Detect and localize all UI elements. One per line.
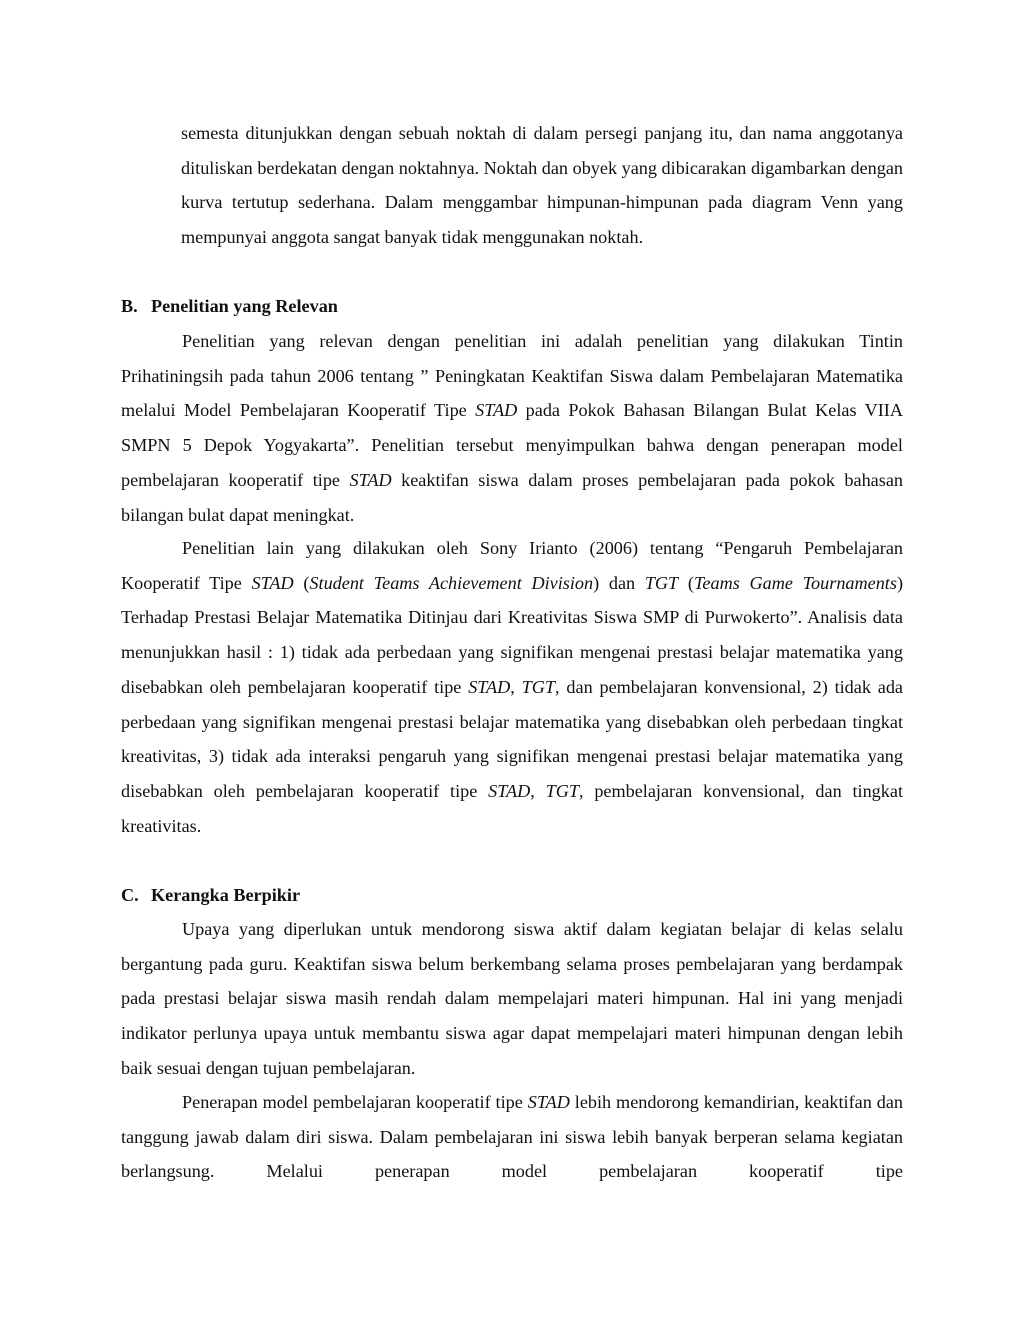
text-run: ( bbox=[678, 572, 694, 593]
italic-term: Student Teams Achievement Division bbox=[309, 572, 594, 593]
italic-term: Teams Game Tournaments bbox=[693, 572, 897, 593]
text-run: Penerapan model pembelajaran kooperatif tipe bbox=[182, 1092, 528, 1112]
text-run: Upaya yang diperlukan untuk mendorong siswa aktif dalam kegiatan belajar di kelas selalu bergantung pada guru. Keaktifan siswa belum berkembang selama proses pembelajaran yang berdampak pada prestasi belajar siswa masih rendah dalam mempelajari materi himpunan. Hal ini yang menjadi indikator perlunya upaya untuk membantu siswa agar dapat mempelajari materi himpunan dengan lebih baik sesuai dengan tujuan pembelajaran. bbox=[121, 919, 903, 1078]
text-run: lebih mendorong kemandirian, keaktifan dan tanggung jawab dalam diri siswa. Dalam pembelajaran ini siswa lebih banyak berperan selama kegiatan berlangsung. Melalui penerapan model pembelajaran kooperatif tipe bbox=[121, 1092, 904, 1182]
section-b-paragraph-1 bbox=[121, 324, 903, 532]
section-b-number: B. bbox=[121, 296, 138, 316]
text-run: , bbox=[510, 676, 522, 697]
text-run: keaktifan siswa dalam proses pembelajaran pada pokok bahasan bilangan bulat dapat meningkat. bbox=[121, 469, 903, 525]
text-run: Penelitian yang relevan dengan penelitian ini adalah penelitian yang dilakukan Tintin Prihatiningsih pada tahun 2006 tentang ” Peningkatan Keaktifan Siswa dalam Pembelajaran Matematika melalui Model Pembelajaran Kooperatif Tipe bbox=[121, 331, 903, 421]
italic-term: STAD bbox=[251, 572, 294, 593]
intro-paragraph-text: semesta ditunjukkan dengan sebuah noktah di dalam persegi panjang itu, dan nama anggotanya dituliskan berdekatan dengan noktahnya. Noktah dan obyek yang dibicarakan digambarkan dengan kurva tertutup sederhana. Dalam menggambar himpunan-himpunan pada diagram Venn yang mempunyai anggota sangat banyak tidak menggunakan noktah. bbox=[181, 123, 903, 248]
text-run: ( bbox=[293, 572, 310, 593]
italic-term: STAD bbox=[468, 676, 511, 697]
italic-term: STAD bbox=[349, 469, 392, 490]
text-run: Penelitian lain yang dilakukan oleh Sony Irianto (2006) tentang “Pengaruh Pembelajaran Kooperatif Tipe bbox=[121, 538, 903, 593]
italic-term: TGT bbox=[545, 780, 579, 801]
section-c-heading bbox=[121, 883, 300, 907]
text-run: , pembelajaran konvensional, dan tingkat kreativitas. bbox=[121, 780, 903, 836]
section-b-title: Penelitian yang Relevan bbox=[151, 296, 338, 316]
section-c-paragraph-2 bbox=[121, 1085, 903, 1189]
italic-term: TGT bbox=[644, 572, 679, 593]
section-b-heading bbox=[121, 294, 338, 318]
section-c-title: Kerangka Berpikir bbox=[151, 885, 301, 905]
section-c-number: C. bbox=[121, 885, 139, 905]
italic-term: STAD bbox=[527, 1092, 570, 1112]
section-b-paragraph-2 bbox=[121, 531, 903, 843]
text-run: pada Pokok Bahasan Bilangan Bulat Kelas VIIA SMPN 5 Depok Yogyakarta”. Penelitian tersebut menyimpulkan bahwa dengan penerapan model pembelajaran kooperatif tipe bbox=[121, 400, 903, 490]
text-run: ) dan bbox=[593, 572, 645, 593]
italic-term: STAD bbox=[488, 780, 531, 801]
italic-term: STAD bbox=[475, 400, 518, 421]
intro-paragraph bbox=[181, 116, 903, 255]
section-c-paragraph-1 bbox=[121, 912, 903, 1086]
italic-term: TGT bbox=[521, 676, 556, 697]
text-run: , dan pembelajaran konvensional, 2) tidak ada perbedaan yang signifikan mengenai prestasi belajar matematika yang disebabkan oleh perbedaan tingkat kreativitas, 3) tidak ada interaksi pengaruh yang signifikan mengenai prestasi belajar matematika yang disebabkan oleh pembelajaran kooperatif tipe bbox=[121, 676, 903, 801]
text-run: , bbox=[530, 780, 546, 801]
text-run: ) Terhadap Prestasi Belajar Matematika Ditinjau dari Kreativitas Siswa SMP di Purwokerto”. Analisis data menunjukkan hasil : 1) tidak ada perbedaan yang signifikan mengenai prestasi belajar matematika yang disebabkan oleh pembelajaran kooperatif tipe bbox=[121, 572, 903, 697]
